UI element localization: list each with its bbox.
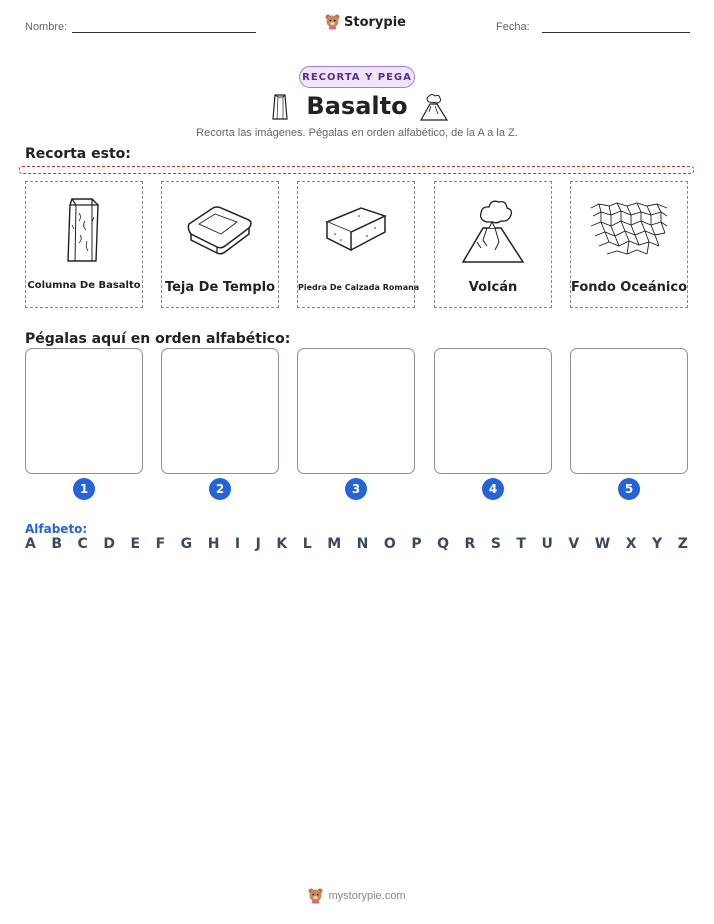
alphabet-letter: W: [594, 536, 611, 552]
ocean-floor-icon: [589, 200, 669, 260]
alphabet-letter: T: [516, 536, 526, 552]
volcano-icon: [419, 92, 449, 122]
alphabet-row: [25, 536, 688, 552]
instructions: Recorta las imágenes. Pégalas en orden alfabético, de la A a la Z.: [196, 127, 518, 139]
alphabet-letter: K: [276, 536, 288, 552]
bear-mascot-icon: [308, 888, 323, 904]
alphabet-letter: U: [541, 536, 553, 552]
volcano-icon: [459, 194, 527, 266]
card-label: Volcán: [468, 280, 518, 295]
bear-mascot-icon: [325, 14, 340, 30]
page-title: Basalto: [306, 92, 408, 120]
temple-tile-icon: [185, 202, 255, 258]
alphabet-letter: P: [411, 536, 422, 552]
alphabet-letter: X: [625, 536, 637, 552]
card-label: Fondo Oceánico: [571, 280, 687, 295]
brand-name: Storypie: [344, 14, 406, 30]
alphabet-letter: M: [327, 536, 342, 552]
cut-line: [19, 166, 694, 174]
cut-card-temple-tile[interactable]: [161, 181, 279, 308]
alphabet-letter: S: [490, 536, 501, 552]
slot-number-2: 2: [209, 478, 231, 500]
cut-card-ocean-floor[interactable]: [570, 181, 688, 308]
alphabet-letter: O: [383, 536, 396, 552]
alphabet-letter: Y: [652, 536, 663, 552]
alphabet-letter: A: [25, 536, 36, 552]
basalt-column-icon: [62, 195, 106, 265]
paste-slot-2[interactable]: [161, 348, 279, 474]
alphabet-letter: J: [255, 536, 261, 552]
cut-card-roman-paving-stone[interactable]: [297, 181, 420, 308]
paste-slot-5[interactable]: [570, 348, 688, 474]
footer: [0, 888, 714, 904]
paste-slot-4[interactable]: [434, 348, 552, 474]
cut-card-basalt-column[interactable]: [25, 181, 143, 308]
alphabet-letter: F: [155, 536, 166, 552]
alphabet-letter: B: [51, 536, 63, 552]
paste-slot-1[interactable]: [25, 348, 143, 474]
slot-number-3: 3: [345, 478, 367, 500]
alphabet-letter: V: [568, 536, 580, 552]
activity-badge: RECORTA Y PEGA: [299, 66, 415, 88]
cut-heading: Recorta esto:: [25, 146, 131, 162]
alphabet-letter: R: [464, 536, 476, 552]
roman-paving-stone-icon: [321, 202, 391, 258]
alphabet-letter: I: [234, 536, 241, 552]
paste-slot-3[interactable]: [297, 348, 415, 474]
alphabet-letter: E: [130, 536, 141, 552]
paste-heading: Pégalas aquí en orden alfabético:: [25, 331, 291, 347]
date-label: Fecha:: [496, 21, 530, 33]
slot-number-1: 1: [73, 478, 95, 500]
alphabet-letter: Q: [437, 536, 449, 552]
alphabet-letter: C: [77, 536, 88, 552]
card-label: Columna De Basalto: [27, 280, 141, 291]
name-label: Nombre:: [25, 21, 68, 33]
alphabet-letter: N: [356, 536, 369, 552]
slot-number-4: 4: [482, 478, 504, 500]
alphabet-letter: H: [207, 536, 220, 552]
alphabet-letter: G: [180, 536, 193, 552]
cut-card-volcano[interactable]: [434, 181, 552, 308]
card-label: Piedra De Calzada Romana: [298, 283, 420, 292]
alphabet-letter: D: [103, 536, 115, 552]
alphabet-title: Alfabeto:: [25, 522, 88, 536]
alphabet-letter: L: [302, 536, 312, 552]
date-line: [542, 32, 690, 33]
brand-logo: [325, 14, 406, 30]
footer-site: mystorypie.com: [328, 890, 406, 902]
card-label: Teja De Templo: [164, 280, 276, 295]
name-line: [72, 32, 256, 33]
alphabet-letter: Z: [677, 536, 688, 552]
slot-number-5: 5: [618, 478, 640, 500]
